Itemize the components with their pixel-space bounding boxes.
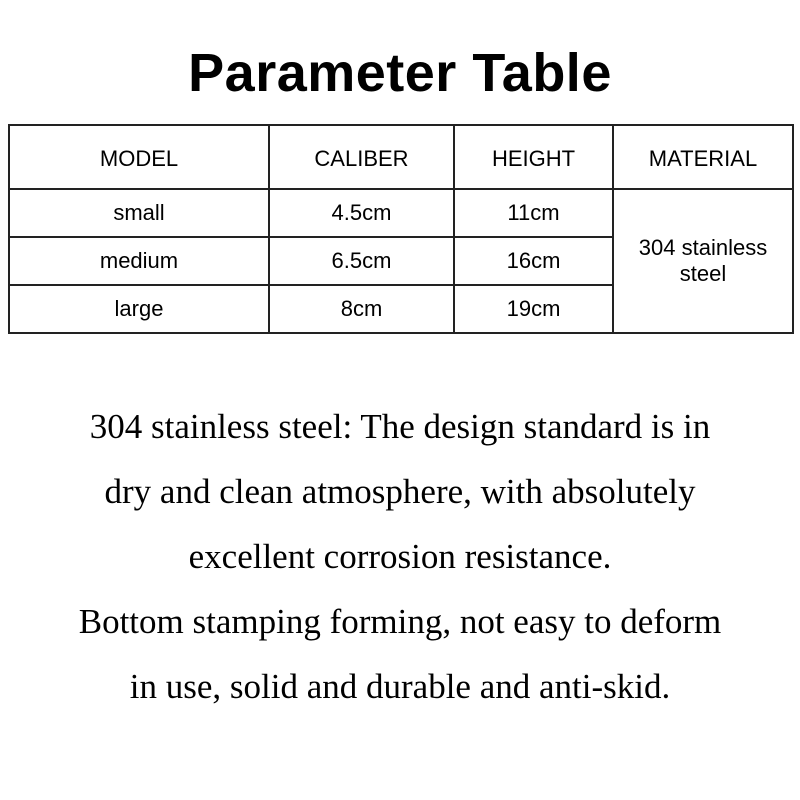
cell-height: 19cm bbox=[454, 285, 613, 333]
material-line-2: steel bbox=[679, 261, 727, 286]
header-material: MATERIAL bbox=[613, 125, 793, 189]
table-row bbox=[9, 189, 793, 237]
header-height: HEIGHT bbox=[454, 125, 613, 189]
table-header-row bbox=[9, 125, 793, 189]
cell-height: 16cm bbox=[454, 237, 613, 285]
cell-model: large bbox=[9, 285, 269, 333]
description-line: excellent corrosion resistance. bbox=[188, 537, 612, 576]
header-model: MODEL bbox=[9, 125, 269, 189]
description-line: dry and clean atmosphere, with absolutely bbox=[104, 472, 696, 511]
parameter-table bbox=[8, 124, 794, 334]
cell-material bbox=[613, 189, 793, 333]
cell-model: medium bbox=[9, 237, 269, 285]
material-line-1: 304 stainless bbox=[638, 235, 768, 260]
description-line: in use, solid and durable and anti-skid. bbox=[129, 667, 671, 706]
cell-caliber: 4.5cm bbox=[269, 189, 454, 237]
cell-caliber: 8cm bbox=[269, 285, 454, 333]
page-title: Parameter Table bbox=[188, 43, 612, 103]
cell-height: 11cm bbox=[454, 189, 613, 237]
description-line: 304 stainless steel: The design standard is in bbox=[89, 407, 711, 446]
cell-caliber: 6.5cm bbox=[269, 237, 454, 285]
description-text bbox=[0, 394, 800, 719]
description-line: Bottom stamping forming, not easy to deform bbox=[78, 602, 722, 641]
cell-model: small bbox=[9, 189, 269, 237]
header-caliber: CALIBER bbox=[269, 125, 454, 189]
